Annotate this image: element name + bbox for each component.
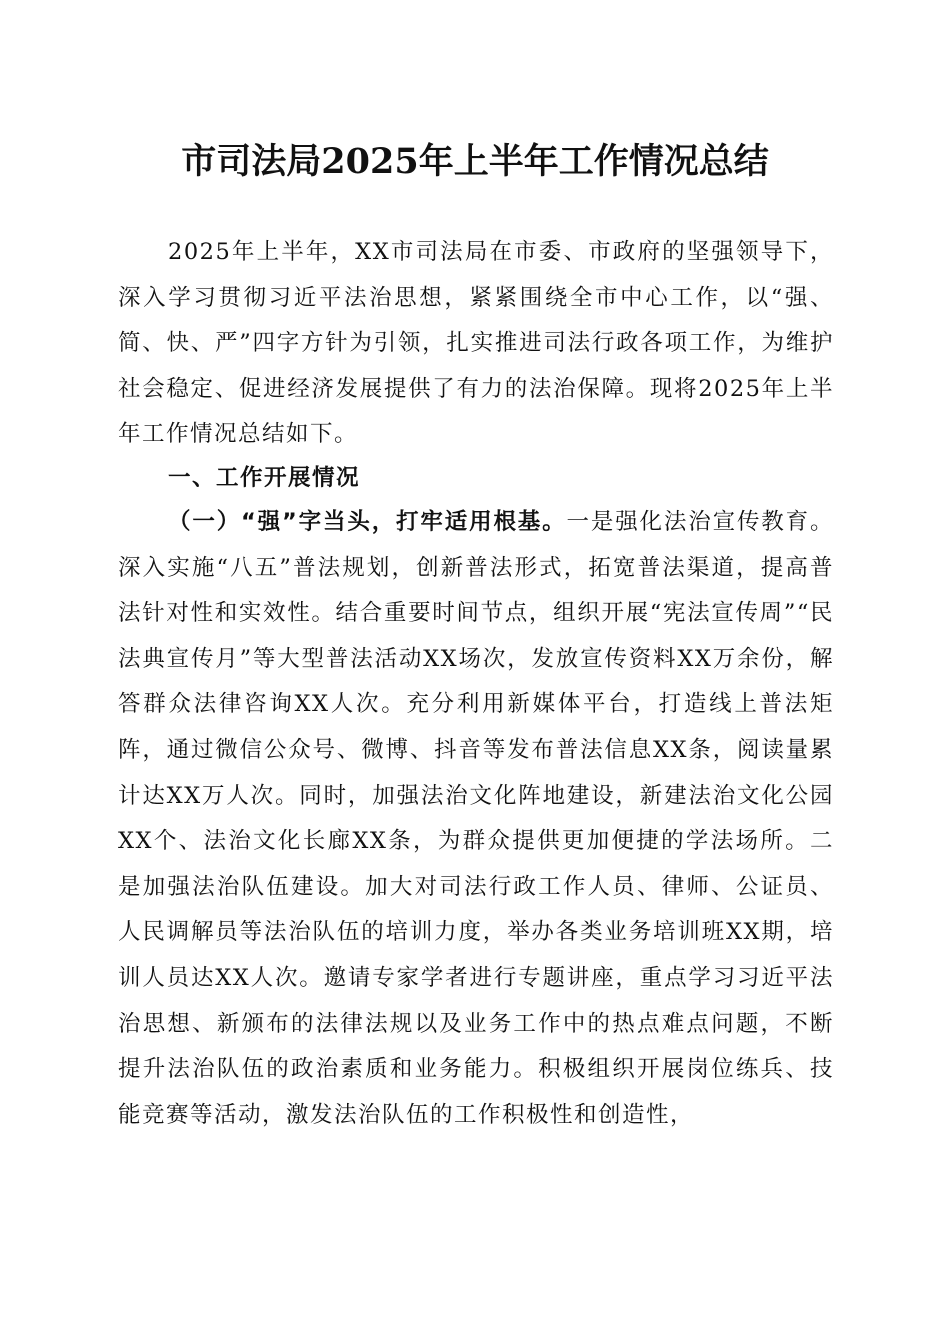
- subsection-body: 一是强化法治宣传教育。深入实施“八五”普法规划，创新普法形式，拓宽普法渠道，提高普法针对性和实效性。结合重要时间节点，组织开展“宪法宣传周”“民法典宣传月”等大型普法活动XX场次，发放宣传资料XX万余份，解答群众法律咨询XX人次。充分利用新媒体平台，打造线上普法矩阵，通过微信公众号、微博、抖音等发布普法信息XX条，阅读量累计达XX万人次。同时，加强法治文化阵地建设，新建法治文化公园XX个、法治文化长廊XX条，为群众提供更加便捷的学法场所。二是加强法治队伍建设。加大对司法行政工作人员、律师、公证员、人民调解员等法治队伍的培训力度，举办各类业务培训班XX期，培训人员达XX人次。邀请专家学者进行专题讲座，重点学习习近平法治思想、新颁布的法律法规以及业务工作中的热点难点问题，不断提升法治队伍的政治素质和业务能力。积极组织开展岗位练兵、技能竞赛等活动，激发法治队伍的工作积极性和创造性，: [118, 509, 834, 1128]
- subsection-lead: （一）“强”字当头，打牢适用根基。: [168, 509, 567, 535]
- subsection-paragraph: [118, 500, 834, 1138]
- intro-paragraph: 2025年上半年，XX市司法局在市委、市政府的坚强领导下，深入学习贯彻习近平法治思想，紧紧围绕全市中心工作，以“强、简、快、严”四字方针为引领，扎实推进司法行政各项工作，为维护社会稳定、促进经济发展提供了有力的法治保障。现将2025年上半年工作情况总结如下。: [118, 239, 834, 448]
- section-heading: 一、工作开展情况: [168, 465, 361, 491]
- document-title: 市司法局2025年上半年工作情况总结: [181, 141, 769, 182]
